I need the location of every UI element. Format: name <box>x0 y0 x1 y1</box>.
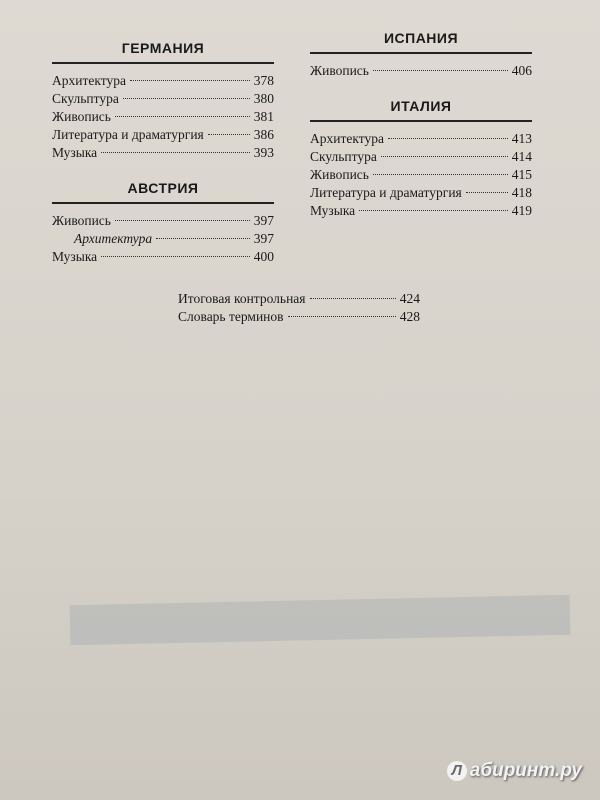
toc-entry <box>52 248 274 266</box>
italy-entries <box>310 130 532 220</box>
entry-page: 418 <box>511 185 532 200</box>
toc-entry-glossary <box>178 308 420 326</box>
entry-page: 419 <box>511 203 532 218</box>
right-column <box>310 30 532 220</box>
bleed-through-band <box>70 595 571 645</box>
entry-page: 406 <box>511 63 532 78</box>
leader-dots <box>101 256 250 257</box>
entry-label: Живопись <box>310 63 369 78</box>
entry-label: Музыка <box>52 249 98 264</box>
leader-dots <box>388 138 508 139</box>
labirint-logo-icon: Л <box>447 761 467 781</box>
section-heading-germany: ГЕРМАНИЯ <box>52 40 274 64</box>
entry-label: Словарь терминов <box>178 309 284 324</box>
section-heading-spain: ИСПАНИЯ <box>310 30 532 54</box>
entry-label: Итоговая контрольная <box>178 291 306 306</box>
entry-page: 378 <box>253 73 274 88</box>
entry-label: Литература и драматургия <box>310 185 462 200</box>
entry-label: Живопись <box>52 109 111 124</box>
leader-dots <box>310 298 396 299</box>
toc-entry <box>52 144 274 162</box>
toc-entry <box>310 130 532 148</box>
leader-dots <box>208 134 250 135</box>
leader-dots <box>130 80 250 81</box>
section-heading-italy: ИТАЛИЯ <box>310 98 532 122</box>
watermark-text: абиринт.ру <box>469 760 582 781</box>
toc-entry <box>310 62 532 80</box>
entry-page: 415 <box>511 167 532 182</box>
toc-subentry <box>52 230 274 248</box>
left-column <box>52 40 274 266</box>
entry-label: Архитектура <box>52 73 126 88</box>
entry-page: 393 <box>253 145 274 160</box>
leader-dots <box>381 156 508 157</box>
leader-dots <box>288 316 396 317</box>
toc-entry-final-test <box>178 290 420 308</box>
entry-page: 428 <box>399 309 420 324</box>
leader-dots <box>373 174 508 175</box>
toc-entry <box>310 166 532 184</box>
labirint-watermark <box>447 760 582 782</box>
entry-label: Скульптура <box>310 149 377 164</box>
entry-page: 397 <box>253 231 274 246</box>
entry-label: Музыка <box>52 145 98 160</box>
closing-entries <box>178 290 420 326</box>
entry-label: Архитектура <box>310 131 384 146</box>
spain-entries <box>310 62 532 80</box>
toc-entry <box>52 126 274 144</box>
entry-page: 386 <box>253 127 274 142</box>
entry-page: 400 <box>253 249 274 264</box>
section-heading-austria: АВСТРИЯ <box>52 180 274 204</box>
leader-dots <box>101 152 250 153</box>
entry-page: 414 <box>511 149 532 164</box>
toc-entry <box>52 108 274 126</box>
toc-entry <box>52 212 274 230</box>
leader-dots <box>359 210 508 211</box>
entry-page: 381 <box>253 109 274 124</box>
entry-label: Живопись <box>52 213 111 228</box>
leader-dots <box>123 98 250 99</box>
entry-page: 413 <box>511 131 532 146</box>
toc-entry <box>310 202 532 220</box>
toc-entry <box>310 148 532 166</box>
entry-label: Литература и драматургия <box>52 127 204 142</box>
entry-page: 397 <box>253 213 274 228</box>
leader-dots <box>373 70 508 71</box>
austria-entries <box>52 212 274 266</box>
entry-page: 424 <box>399 291 420 306</box>
entry-label: Музыка <box>310 203 356 218</box>
germany-entries <box>52 72 274 162</box>
leader-dots <box>466 192 508 193</box>
toc-entry <box>310 184 532 202</box>
leader-dots <box>156 238 250 239</box>
toc-entry <box>52 90 274 108</box>
entry-label: Архитектура <box>74 231 153 246</box>
entry-page: 380 <box>253 91 274 106</box>
entry-label: Скульптура <box>52 91 119 106</box>
entry-label: Живопись <box>310 167 369 182</box>
leader-dots <box>115 220 250 221</box>
toc-entry <box>52 72 274 90</box>
leader-dots <box>115 116 250 117</box>
